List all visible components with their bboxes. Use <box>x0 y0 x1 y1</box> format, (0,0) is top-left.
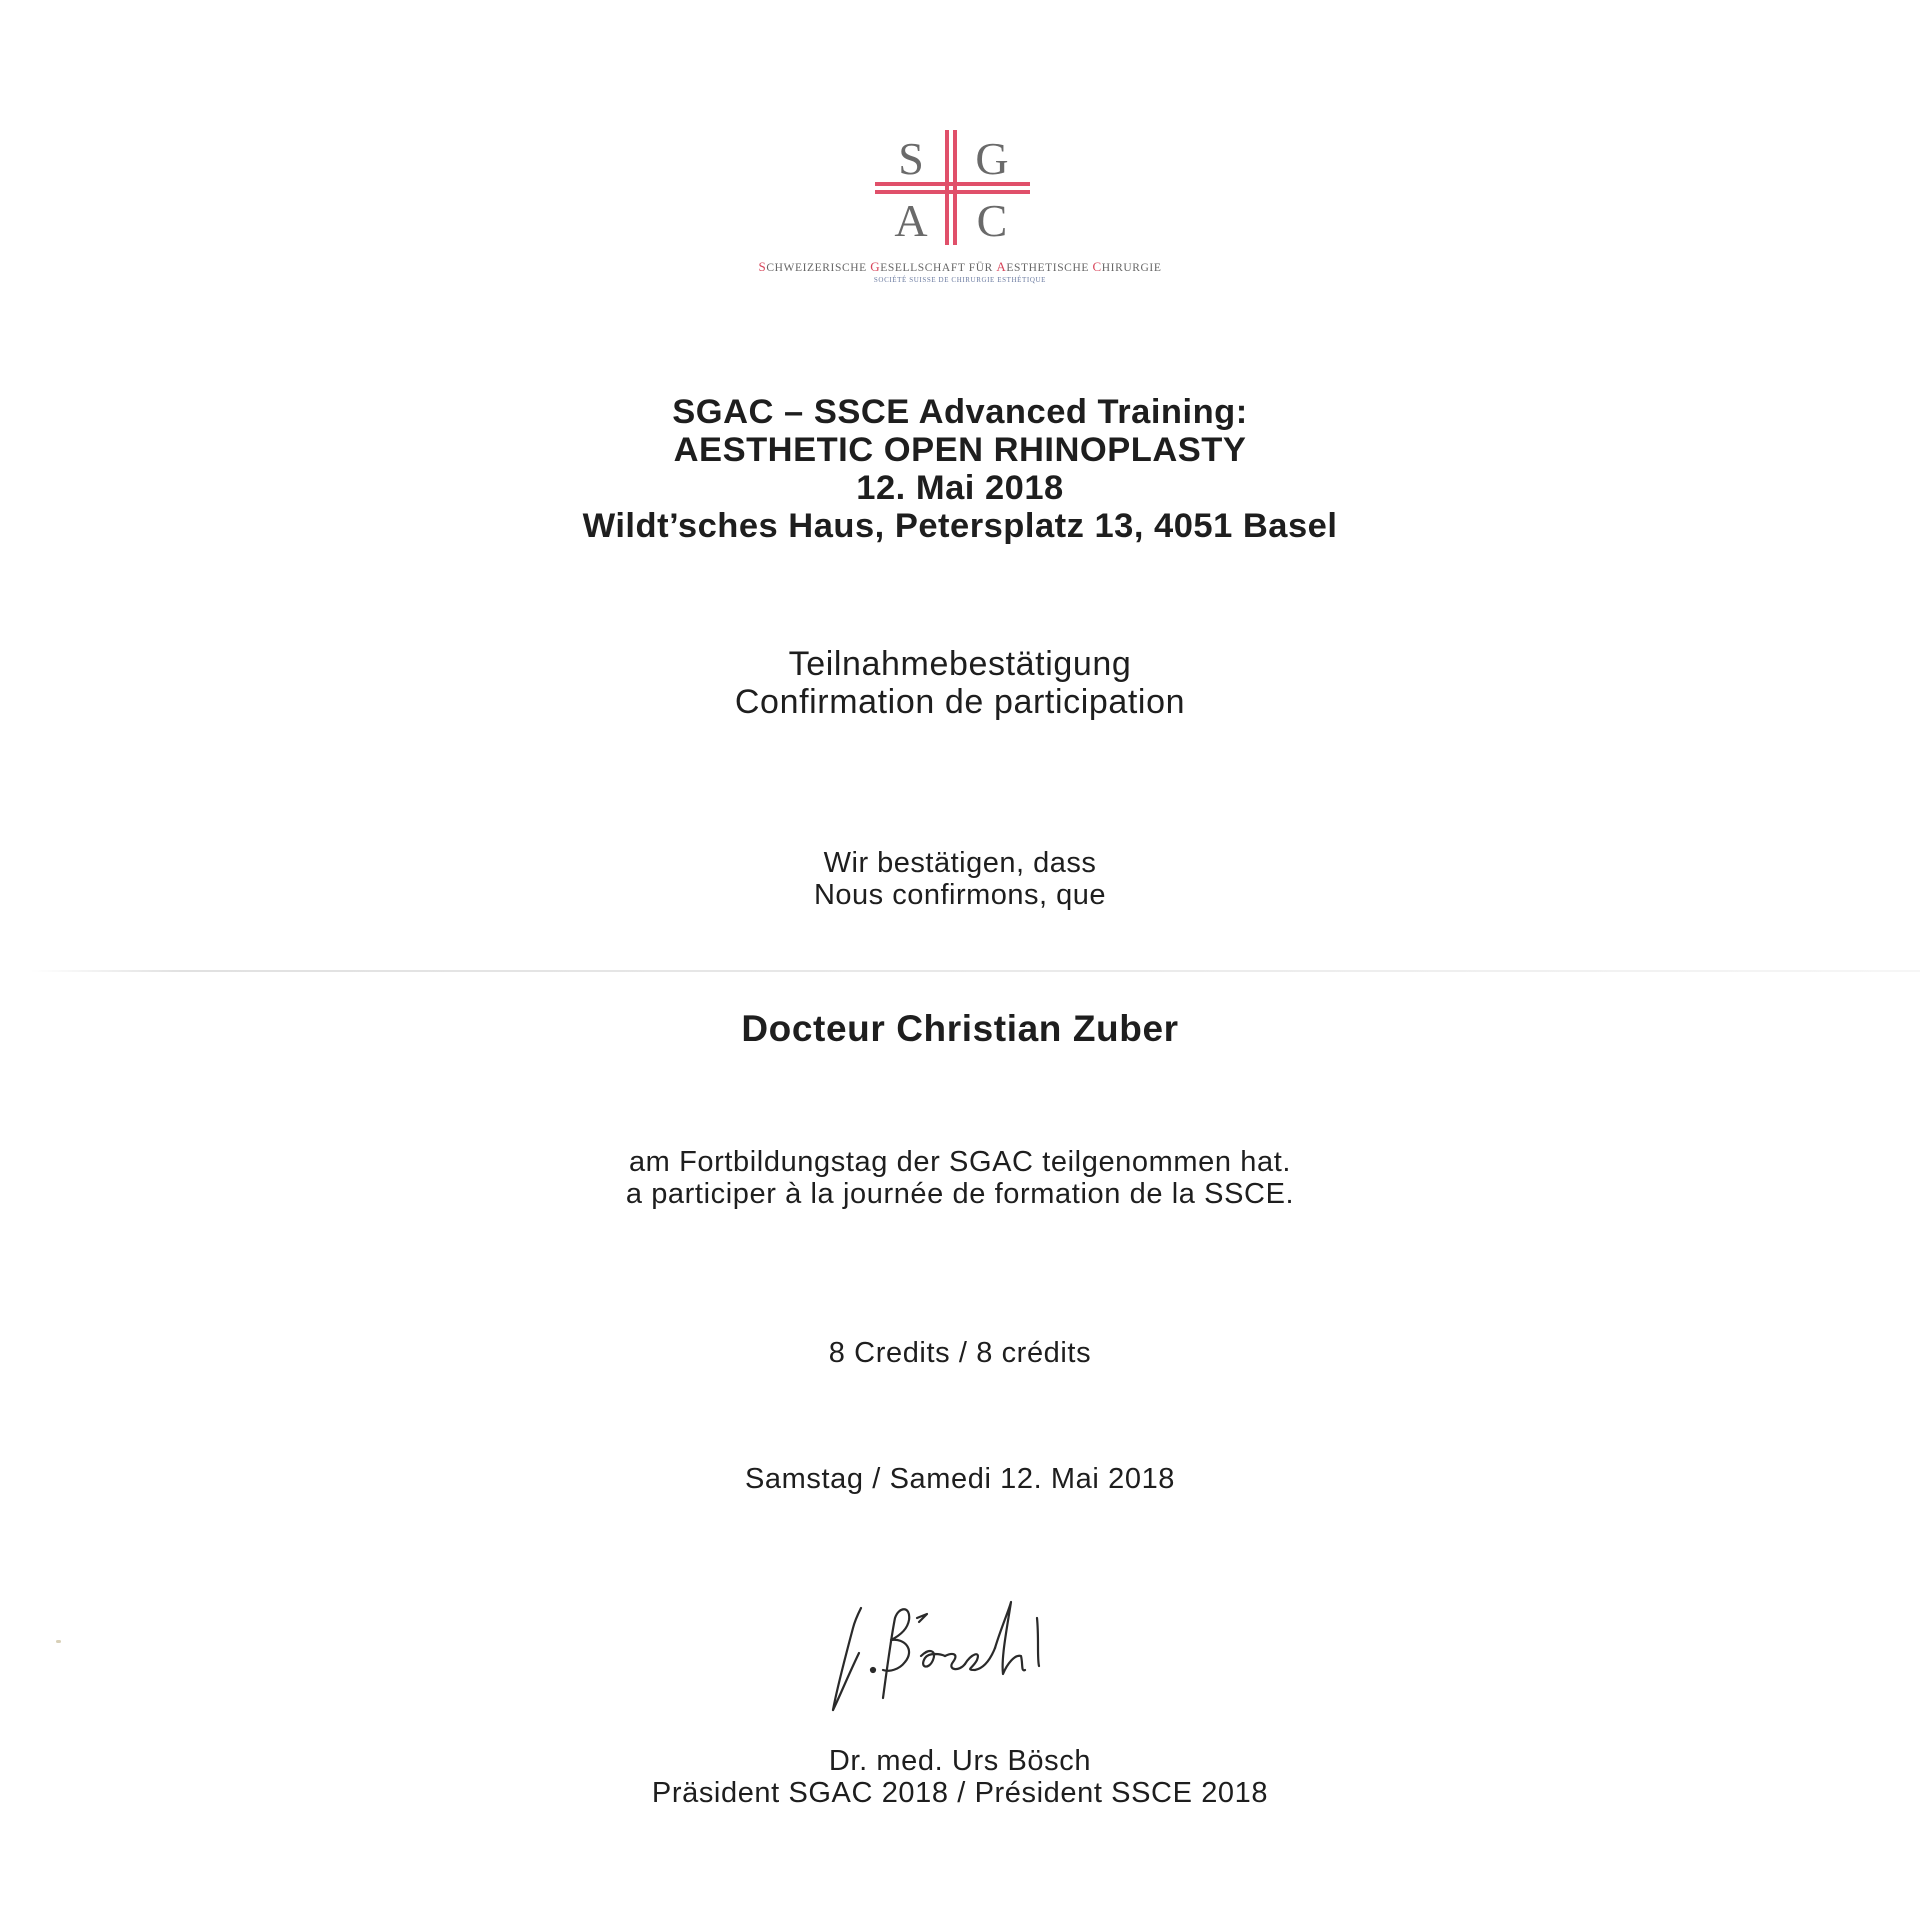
paper-speck <box>56 1640 61 1643</box>
recipient-name: Docteur Christian Zuber <box>741 1008 1179 1049</box>
logo-subtitle-part: HIRURGIE <box>1101 262 1162 274</box>
signature-stroke <box>833 1653 859 1710</box>
logo-subtitle-cap: A <box>996 259 1007 274</box>
logo-subtitle-part: ESTHETISCHE <box>1006 262 1093 274</box>
confirmation-title-de: Teilnahmebestätigung <box>788 645 1132 683</box>
confirmation-title <box>0 645 1920 721</box>
logo-cross-bar-bottom <box>875 190 1030 194</box>
participation-text-fr: a participer à la journée de formation de la SSCE. <box>625 1178 1295 1210</box>
logo-subtitle-cap: S <box>758 259 767 274</box>
confirmation-title-fr: Confirmation de participation <box>734 683 1186 721</box>
course-heading <box>0 393 1920 545</box>
logo-subtitle-cap: G <box>870 259 881 274</box>
logo-letter-a: A <box>894 195 928 245</box>
heading-line-date: 12. Mai 2018 <box>856 469 1064 507</box>
signer-name: Dr. med. Urs Bösch <box>828 1745 1092 1777</box>
logo-subtitle-de <box>0 259 1920 275</box>
signature-stroke <box>1037 1618 1039 1666</box>
logo-subtitle-fr: SOCIÉTÉ SUISSE DE CHIRURGIE ESTHÉTIQUE <box>873 276 1047 284</box>
participation-text-de: am Fortbildungstag der SGAC teilgenommen hat. <box>628 1146 1292 1178</box>
signer-title: Präsident SGAC 2018 / Président SSCE 2018 <box>651 1777 1269 1809</box>
signature-stroke <box>883 1609 909 1698</box>
event-date-text: Samstag / Samedi 12. Mai 2018 <box>744 1463 1176 1495</box>
logo-cross-bar-left <box>945 130 949 245</box>
we-confirm-fr: Nous confirmons, que <box>813 879 1107 911</box>
signature-stroke <box>995 1602 1025 1674</box>
we-confirm-de: Wir bestätigen, dass <box>823 847 1097 879</box>
logo-subtitle-part: CHWEIZERISCHE <box>766 262 871 274</box>
participation-text <box>0 1146 1920 1210</box>
logo-letter-c: C <box>976 195 1008 245</box>
credits-text: 8 Credits / 8 crédits <box>828 1337 1092 1369</box>
logo-letter-s: S <box>898 133 924 184</box>
logo-subtitle-part: ESELLSCHAFT FÜR <box>880 262 997 274</box>
signature-dot <box>871 1668 875 1672</box>
signature-stroke <box>921 1651 945 1667</box>
paper-fold-line <box>30 970 1920 972</box>
signer-block <box>0 1745 1920 1809</box>
heading-line-venue: Wildt’sches Haus, Petersplatz 13, 4051 Basel <box>582 507 1338 545</box>
signature-stroke <box>965 1648 995 1670</box>
logo-subtitle-cap: C <box>1092 259 1102 274</box>
signature-stroke <box>945 1654 965 1669</box>
heading-line-course: AESTHETIC OPEN RHINOPLASTY <box>673 431 1247 469</box>
logo-letter-g: G <box>975 133 1009 184</box>
we-confirm-text <box>0 847 1920 911</box>
heading-line-program: SGAC – SSCE Advanced Training: <box>672 393 1248 431</box>
signature-stroke <box>917 1614 927 1622</box>
handwritten-signature <box>825 1598 1085 1713</box>
sgac-logo <box>875 130 1030 245</box>
logo-cross-bar-right <box>953 130 957 245</box>
